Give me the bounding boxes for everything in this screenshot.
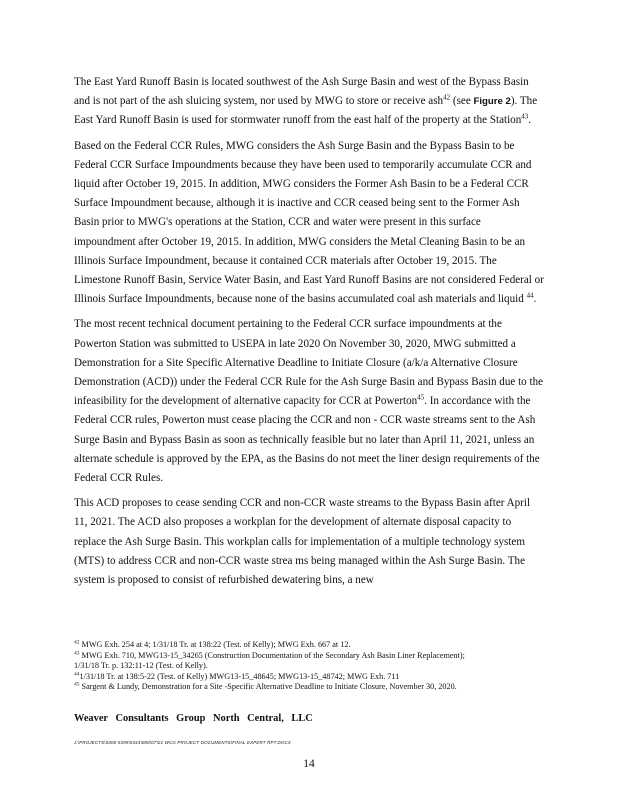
footnote-ref: 45 [417, 393, 425, 402]
paragraph-text: . [528, 114, 532, 127]
footnote [74, 682, 554, 693]
page-number: 14 [303, 758, 315, 770]
footnote-ref: 44 [526, 291, 534, 300]
footnote [74, 672, 554, 683]
figure-reference: Figure 2 [473, 96, 511, 108]
footnote-number: 45 [74, 681, 80, 688]
paragraph-text: . [533, 293, 537, 306]
footnote [74, 661, 554, 672]
paragraph-text: ). The East Yard Runoff Basin is used for stormwater runoff from the east half of the property at the Station [74, 95, 538, 127]
footnote-text: MWG Exh. 254 at 4; 1/31/18 Tr. at 138:22 (Test. of Kelly); MWG Exh. 667 at 12. [81, 640, 351, 649]
paragraph-text: (see [450, 95, 474, 108]
company-name: Weaver Consultants Group North Central, LLC [74, 713, 313, 724]
footnote-text: MWG Exh. 710, MWG13-15_34265 (Construction Documentation of the Secondary Ash Basin Liner Replacement); [81, 650, 465, 660]
footnote-text: 1/31/18 Tr. at 138:5-22 (Test. of Kelly) MWG13-15_48645; MWG13-15_48742; MWG Exh. 711 [79, 671, 400, 681]
footnote-number: 44 [74, 671, 80, 678]
paragraph-text: The most recent technical document pertaining to the Federal CCR surface impoundments at the Powerton Station was submitted to USEPA in late 2020 On November 30, 2020, MWG submitted a Demonstration for a Site Specific Alternative Deadline to Initiate Closure (a/k/a Alternative Closure Demonstration (ACD)) under the Federal CCR Rule for the Ash Surge Basin and Bypass Basin due to the infeasibility for the development of alternative capacity for CCR at Powerton [74, 318, 544, 408]
footnote-number: 43 [74, 649, 80, 656]
paragraph-east-yard-runoff [74, 73, 544, 131]
paragraph-acd-proposal: This ACD proposes to cease sending CCR and non-CCR waste streams to the Bypass Basin after April 11, 2021. The ACD also proposes a workplan for the development of alternate disposal capacity to replace the Ash Surge Basin. This workplan calls for implementation of a multiple technology system (MTS) to address CCR and non-CCR waste strea ms being managed within the Ash Surge Basin. The system is proposed to consist of refurbished dewatering bins, a new [74, 497, 531, 587]
footnote-text: Sargent & Lundy, Demonstration for a Site -Specific Alternative Deadline to Initiate Closure, November 30, 2020. [81, 682, 457, 692]
paragraph-federal-ccr-rules [74, 137, 544, 310]
paragraph-text: Based on the Federal CCR Rules, MWG considers the Ash Surge Basin and the Bypass Basin to be Federal CCR Surface Impoundments because they have been used to temporarily accumulate CCR and liquid after October 19, 2015. In addition, MWG considers the Former Ash Basin to be a Federal CCR Surface Impoundment because, although it is inactive and CCR ceased being sent to the Former Ash Basin prior to MWG's operations at the Station, CCR and water were present in this surface impoundment after October 19, 2015. In addition, MWG considers the Metal Cleaning Basin to be an Illinois Surface Impoundment, because it contained CCR materials after October 19, 2015. The Limestone Runoff Basin, Service Water Basin, and East Yard Runoff Basins are not considered Federal or Illinois Surface Impoundments, because none of the basins accumulated coal ash materials and liquid [74, 139, 544, 306]
footnote [74, 651, 554, 662]
footnote-number: 42 [74, 639, 80, 646]
paragraph-text: The East Yard Runoff Basin is located southwest of the Ash Surge Basin and west of the Bypass Basin and is not part of the ash sluicing system, nor used by MWG to store or receive ash [74, 76, 529, 108]
file-path: J:\PROJECTS\5000-5399\5344\000\07\01 WCG PROJECT DOCUMENTS\FINAL EXPERT RPT.DOCX [74, 740, 291, 745]
paragraph-technical-document [74, 315, 544, 488]
footnote-ref: 42 [443, 93, 451, 102]
paragraph-text: . In accordance with the Federal CCR rules, Powerton must cease placing the CCR and non - CCR waste streams sent to the Ash Surge Basin and Bypass Basin as soon as technically feasible but no later than April 11, 2021, unless an alternate schedule is approved by the EPA, as the Basins do not meet the liner design requirements of the Federal CCR Rules. [74, 395, 540, 485]
footnote-text: 1/31/18 Tr. p. 132:11-12 (Test. of Kelly). [74, 661, 208, 671]
footnote [74, 640, 554, 651]
footnote-ref: 43 [521, 112, 529, 121]
body-text [74, 73, 544, 596]
footnotes [74, 640, 554, 693]
